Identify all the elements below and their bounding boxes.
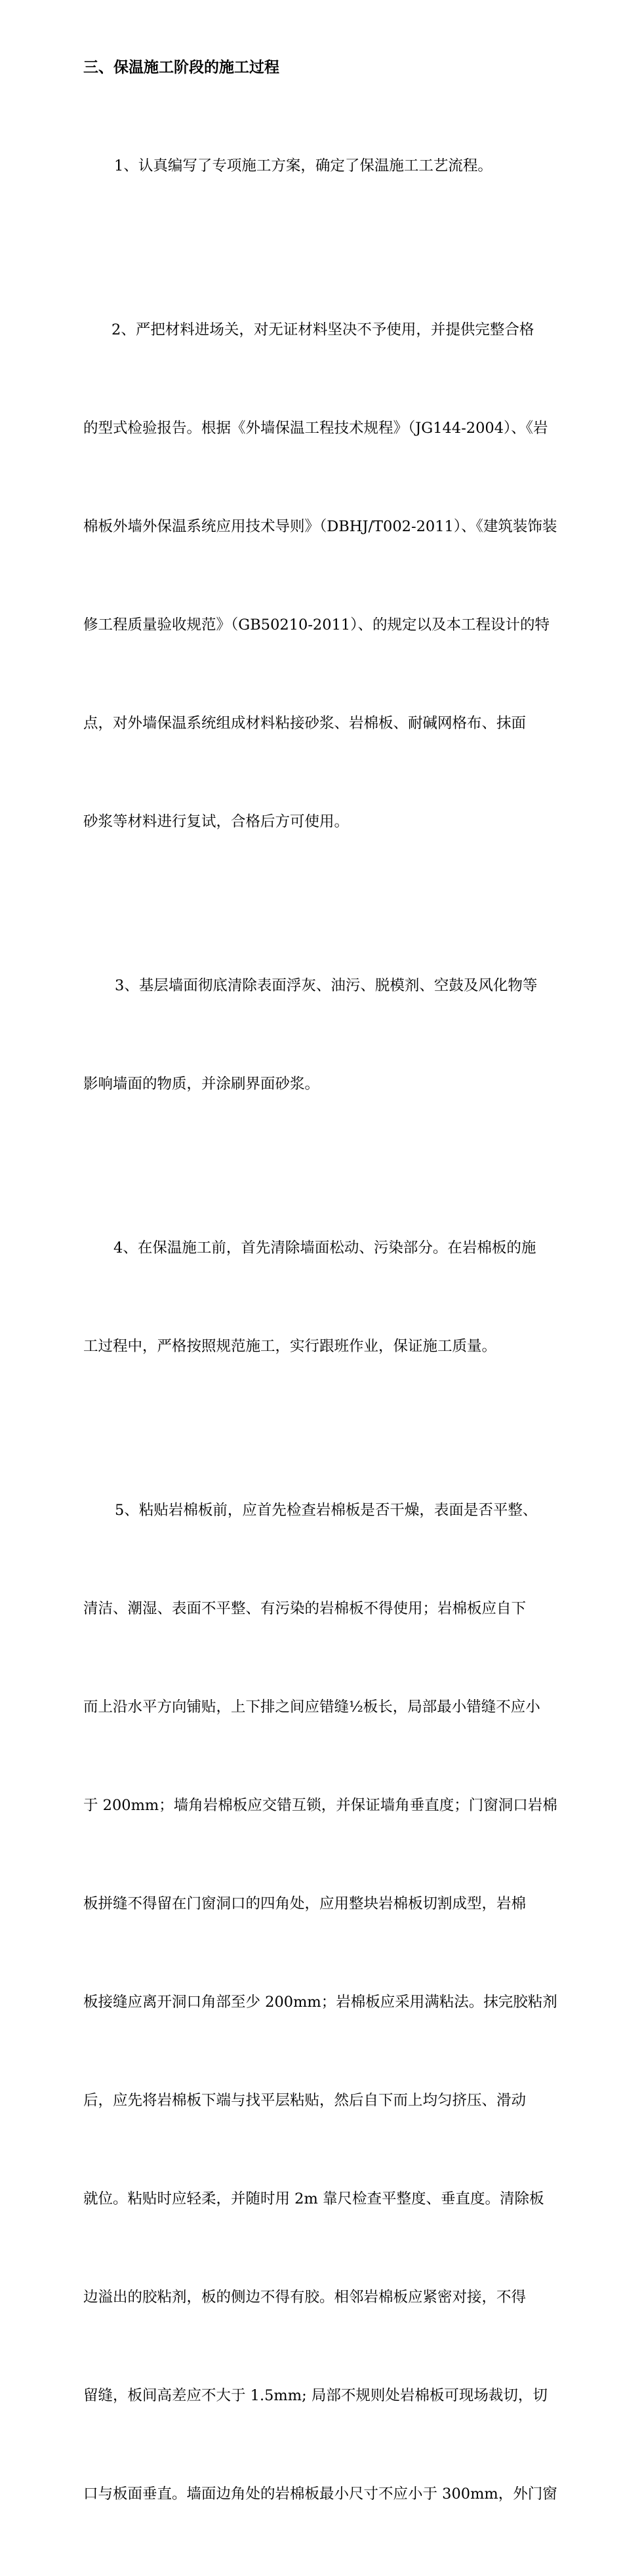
paragraph-line: 影响墙面的物质，并涂刷界面砂浆。 <box>83 1076 320 1093</box>
paragraph-line: 板接缝应离开洞口角部至少 200mm；岩棉板应采用满粘法。抹完胶粘剂 <box>83 1994 557 2011</box>
paragraph-line: 4、在保温施工前，首先清除墙面松动、污染部分。在岩棉板的施 <box>113 1239 536 1257</box>
paragraph-line: 于 200mm；墙角岩棉板应交错互锁，并保证墙角垂直度；门窗洞口岩棉 <box>83 1797 557 1814</box>
paragraph-line: 清洁、潮湿、表面不平整、有污染的岩棉板不得使用；岩棉板应自下 <box>83 1600 527 1617</box>
paragraph-line: 砂浆等材料进行复试，合格后方可使用。 <box>83 813 350 830</box>
section-heading: 三、保温施工阶段的施工过程 <box>83 59 279 76</box>
paragraph-line: 后，应先将岩棉板下端与找平层粘贴，然后自下而上均匀挤压、滑动 <box>83 2092 527 2109</box>
paragraph-line: 3、基层墙面彻底清除表面浮灰、油污、脱模剂、空鼓及风化物等 <box>115 977 538 994</box>
paragraph-line: 而上沿水平方向铺贴，上下排之间应错缝½板长，局部最小错缝不应小 <box>83 1699 540 1716</box>
paragraph-line: 5、粘贴岩棉板前，应首先检查岩棉板是否干燥，表面是否平整、 <box>115 1502 538 1519</box>
paragraph-line: 就位。粘贴时应轻柔，并随时用 2m 靠尺检查平整度、垂直度。清除板 <box>83 2190 544 2207</box>
paragraph-line: 板拼缝不得留在门窗洞口的四角处，应用整块岩棉板切割成型，岩棉 <box>83 1895 527 1912</box>
paragraph-line: 口与板面垂直。墙面边角处的岩棉板最小尺寸不应小于 300mm，外门窗 <box>83 2485 557 2503</box>
paragraph-4 <box>83 1166 565 1428</box>
paragraph-line: 的型式检验报告。根据《外墙保温工程技术规程》（JG144-2004）、《岩 <box>83 420 548 437</box>
paragraph-5 <box>83 1428 565 2576</box>
paragraph-2 <box>83 248 565 904</box>
paragraph-line: 棉板外墙外保温系统应用技术导则》（DBHJ/T002-2011）、《建筑装饰装 <box>83 518 557 535</box>
document-body <box>83 51 565 2576</box>
paragraph-1 <box>83 84 565 248</box>
paragraph-line: 边溢出的胶粘剂，板的侧边不得有胶。相邻岩棉板应紧密对接，不得 <box>83 2289 527 2306</box>
paragraph-3 <box>83 904 565 1166</box>
paragraph-line: 1、认真编写了专项施工方案，确定了保温施工工艺流程。 <box>114 157 492 174</box>
paragraph-line: 留缝，板间高差应不大于 1.5mm; 局部不规则处岩棉板可现场裁切，切 <box>83 2387 548 2404</box>
paragraph-line: 点，对外墙保温系统组成材料粘接砂浆、岩棉板、耐碱网格布、抹面 <box>83 715 527 732</box>
paragraph-line: 修工程质量验收规范》（GB50210-2011）、的规定以及本工程设计的特 <box>83 616 550 634</box>
paragraph-line: 2、严把材料进场关，对无证材料坚决不予使用，并提供完整合格 <box>111 321 534 338</box>
paragraph-line: 工过程中，严格按照规范施工，实行跟班作业，保证施工质量。 <box>83 1338 497 1355</box>
